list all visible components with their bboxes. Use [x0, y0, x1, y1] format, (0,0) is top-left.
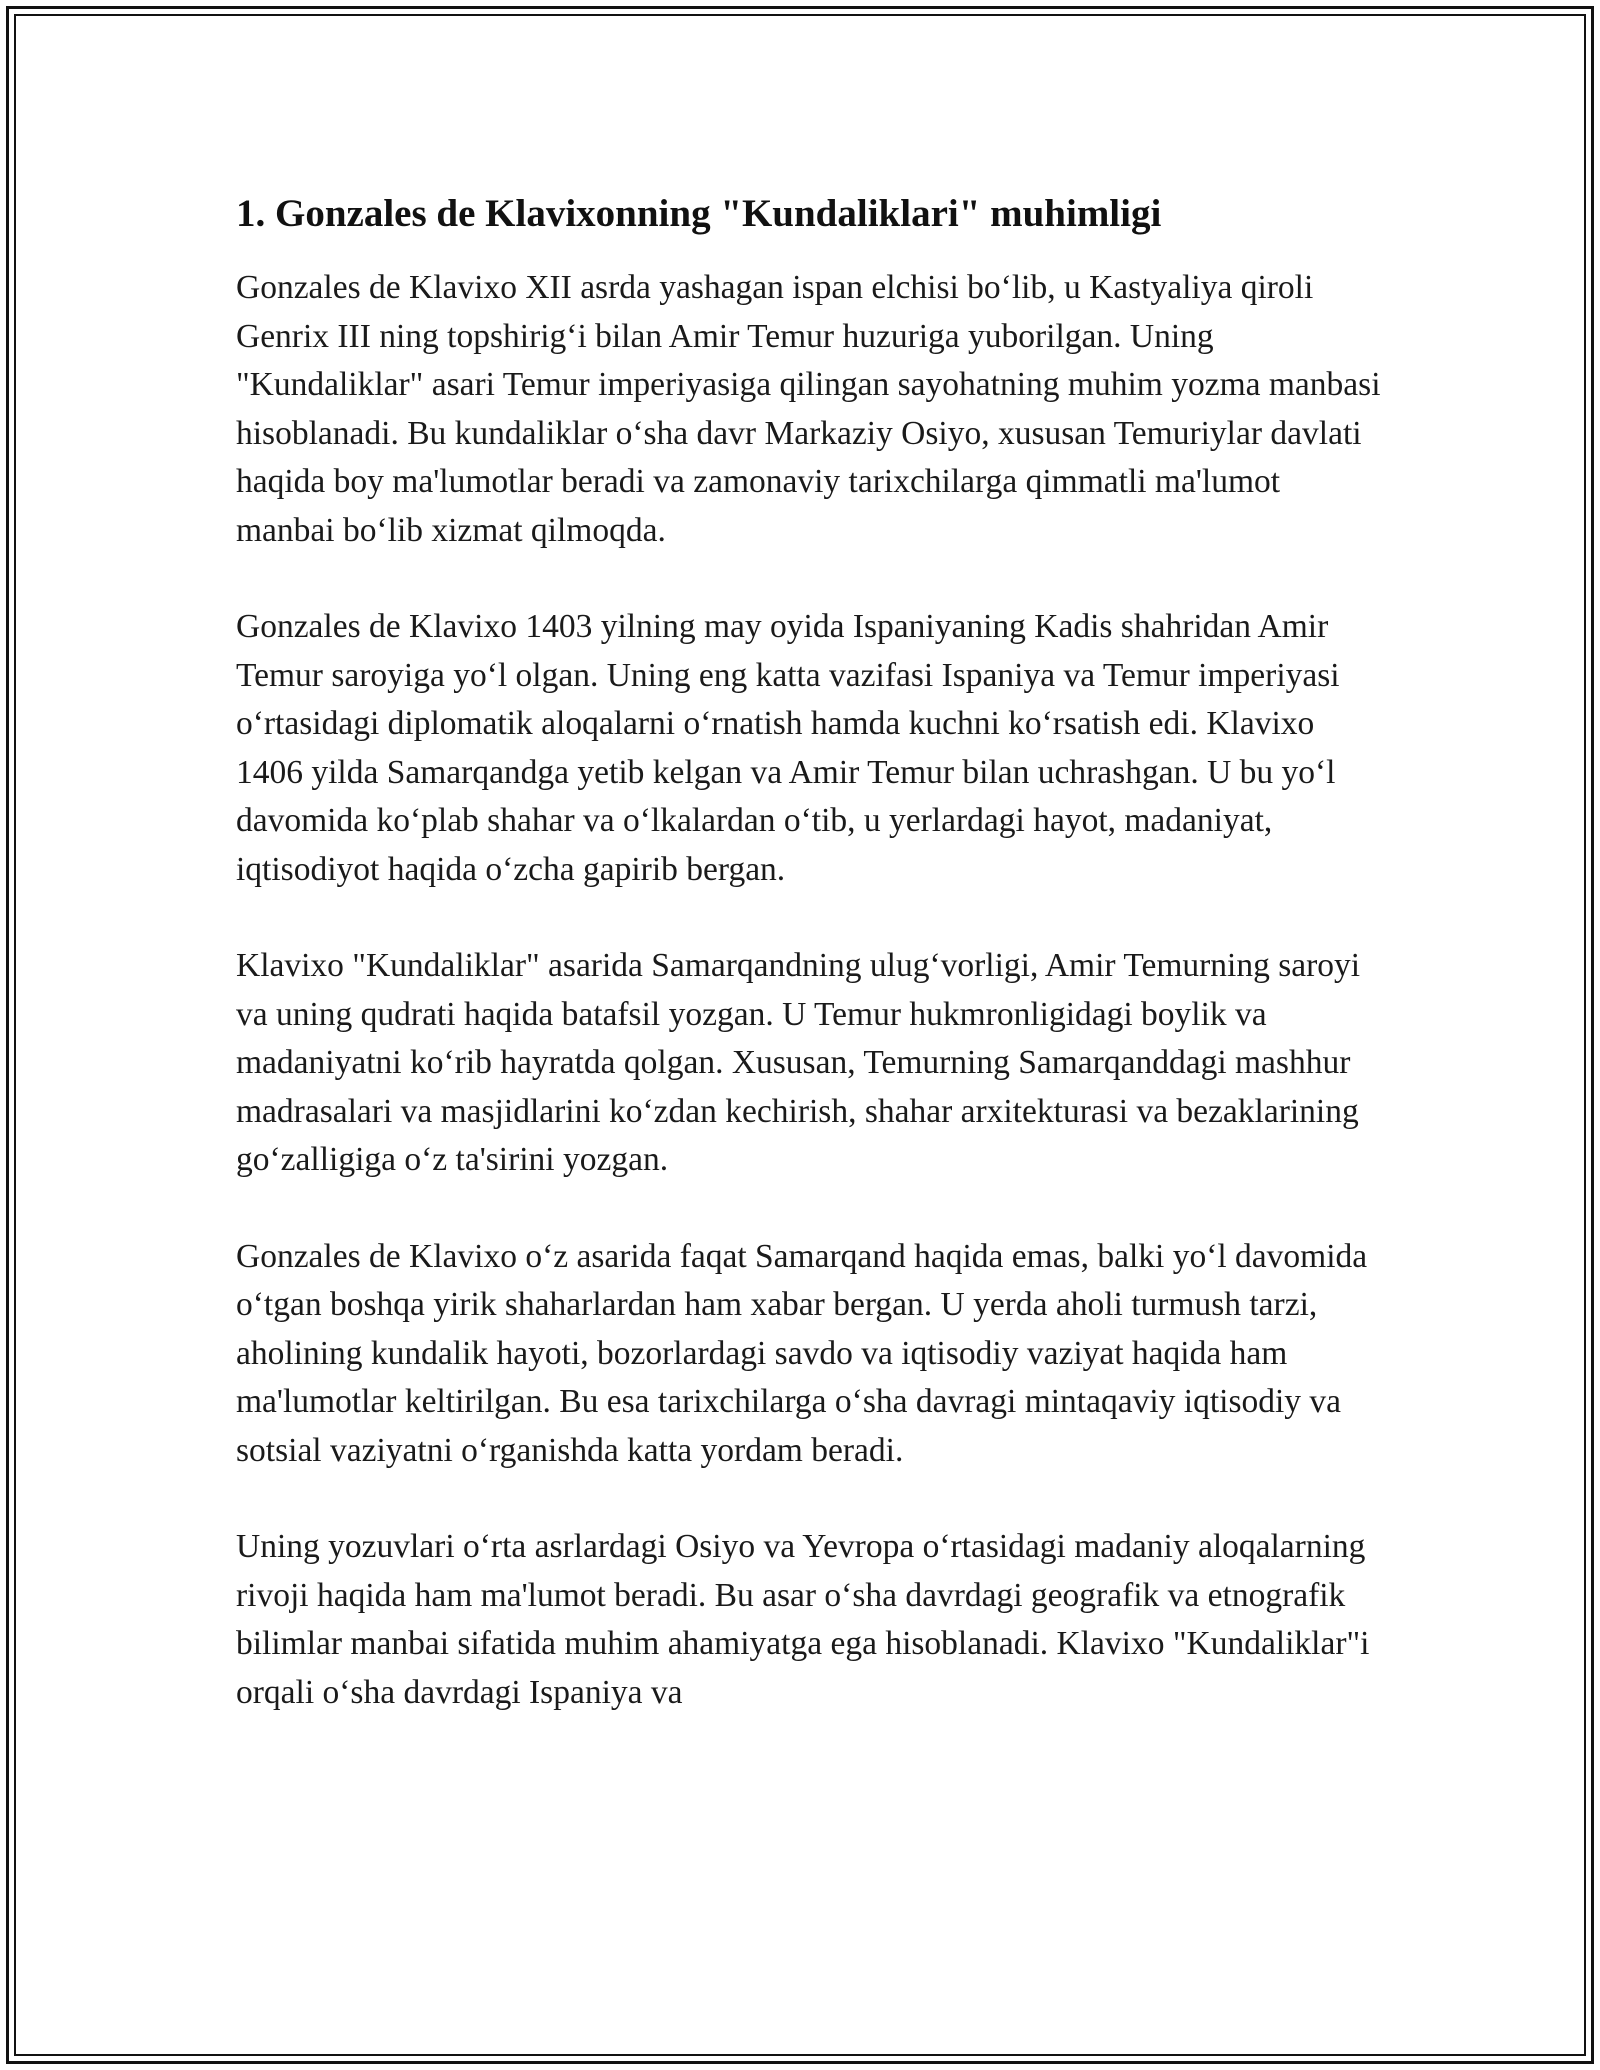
paragraph-1: Gonzales de Klavixo XII asrda yashagan ispan elchisi boʻlib, u Kastyaliya qiroli Genrix III ning topshirigʻi bilan Amir Temur huzuriga yuborilgan. Uning "Kundaliklar" asari Temur imperiyasiga qilingan sayohatning muhim yozma manbasi hisoblanadi. Bu kundaliklar oʻsha davr Markaziy Osiyo, xususan Temuriylar davlati haqida boy ma'lumotlar beradi va zamonaviy tarixchilarga qimmatli ma'lumot manbai boʻlib xizmat qilmoqda. [236, 269, 1381, 549]
paragraph-5: Uning yozuvlari oʻrta asrlardagi Osiyo va Yevropa oʻrtasidagi madaniy aloqalarning rivoji haqida ham ma'lumot beradi. Bu asar oʻsha davrdagi geografik va etnografik bilimlar manbai sifatida muhim ahamiyatga ega hisoblanadi. Klavixo "Kundaliklar"i orqali oʻsha davrdagi Ispaniya va [236, 1528, 1370, 1711]
paragraph-2: Gonzales de Klavixo 1403 yilning may oyida Ispaniyaning Kadis shahridan Amir Temur saroyiga yoʻl olgan. Uning eng katta vazifasi Ispaniya va Temur imperiyasi oʻrtasidagi diplomatik aloqalarni oʻrnatish hamda kuchni koʻrsatish edi. Klavixo 1406 yilda Samarqandga yetib kelgan va Amir Temur bilan uchrashgan. U bu yoʻl davomida koʻplab shahar va oʻlkalardan oʻtib, u yerlardagi hayot, madaniyat, iqtisodiyot haqida oʻzcha gapirib bergan. [236, 608, 1340, 888]
paragraph-4: Gonzales de Klavixo oʻz asarida faqat Samarqand haqida emas, balki yoʻl davomida oʻtgan boshqa yirik shaharlardan ham xabar bergan. U yerda aholi turmush tarzi, aholining kundalik hayoti, bozorlardagi savdo va iqtisodiy vaziyat haqida ham ma'lumotlar keltirilgan. Bu esa tarixchilarga oʻsha davragi mintaqaviy iqtisodiy va sotsial vaziyatni oʻrganishda katta yordam beradi. [236, 1237, 1368, 1469]
section-heading: 1. Gonzales de Klavixonning "Kundaliklari" muhimligi [236, 192, 1162, 235]
paragraph-3: Klavixo "Kundaliklar" asarida Samarqandning ulugʻvorligi, Amir Temurning saroyi va uning qudrati haqida batafsil yozgan. U Temur hukmronligidagi boylik va madaniyatni koʻrib hayratda qolgan. Xususan, Temurning Samarqanddagi mashhur madrasalari va masjidlarini koʻzdan kechirish, shahar arxitekturasi va bezaklarining goʻzalligiga oʻz ta'sirini yozgan. [236, 947, 1361, 1178]
document-body [236, 186, 1386, 1765]
